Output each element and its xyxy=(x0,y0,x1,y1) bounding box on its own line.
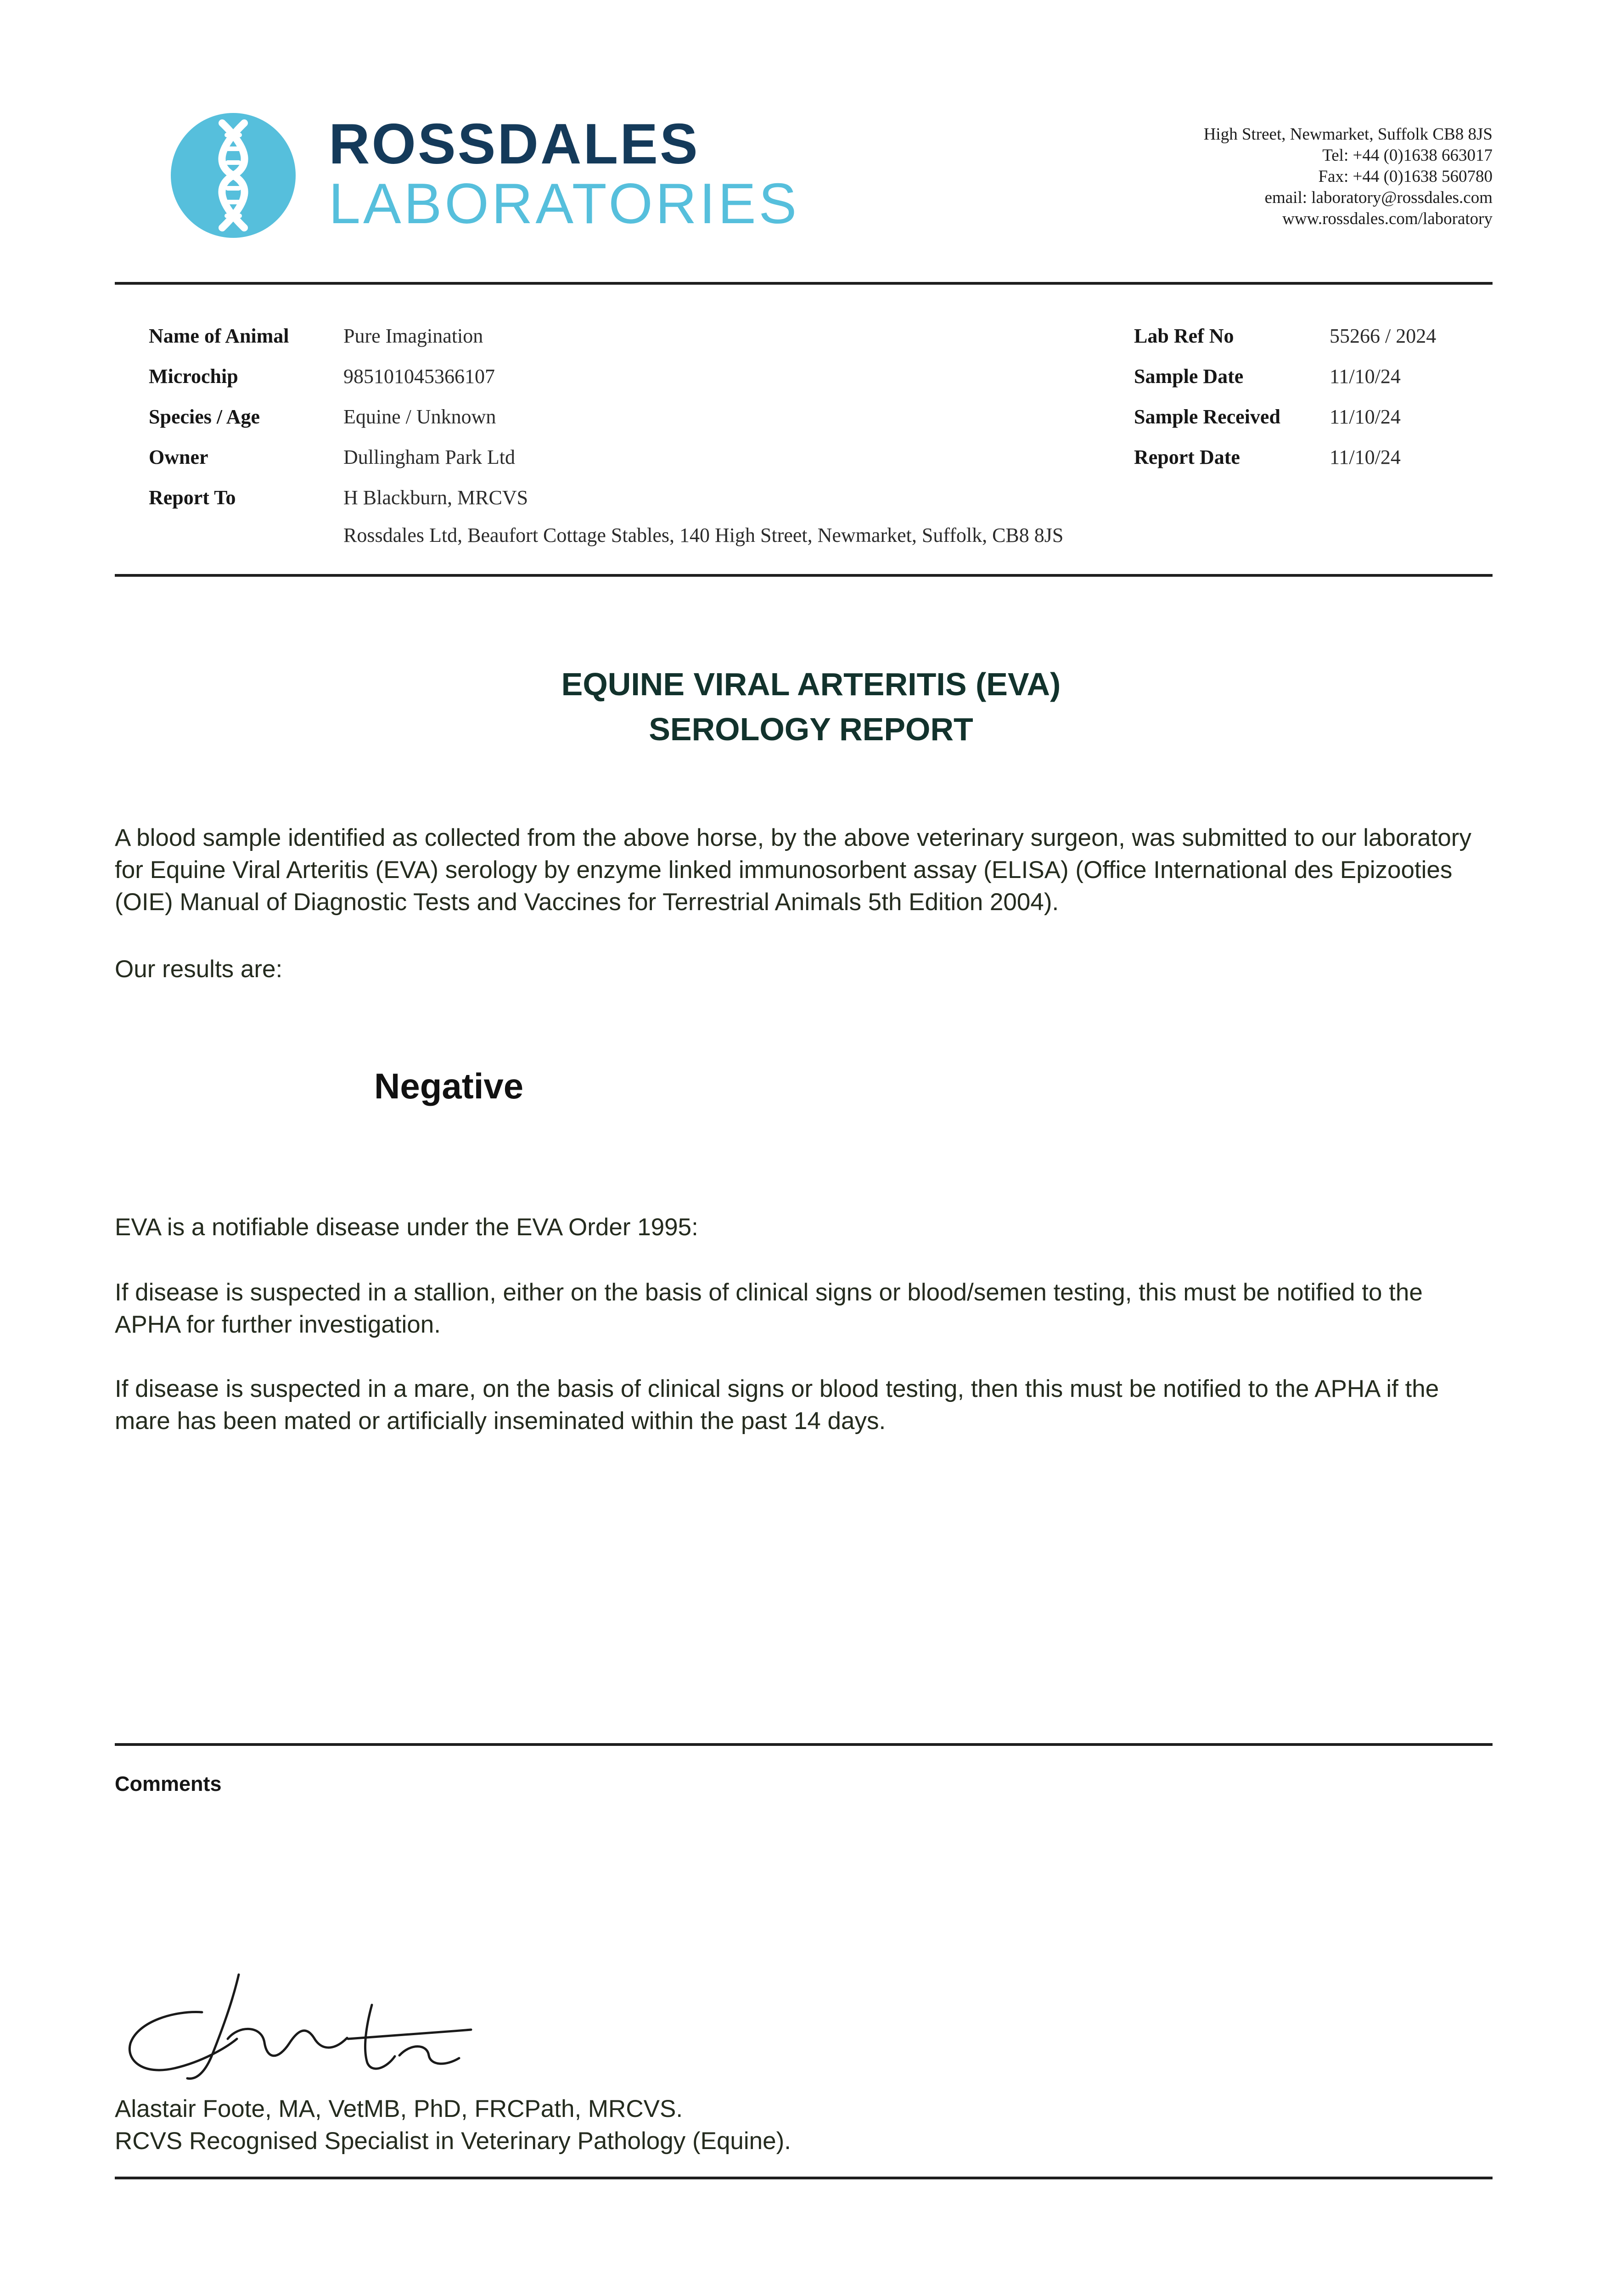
contact-address: High Street, Newmarket, Suffolk CB8 8JS xyxy=(1203,125,1493,144)
species-age-label: Species / Age xyxy=(149,405,260,428)
header-divider xyxy=(115,282,1493,285)
contact-email[interactable]: email: laboratory@rossdales.com xyxy=(1264,188,1493,207)
sample-received-value: 11/10/24 xyxy=(1330,405,1401,428)
comments-label: Comments xyxy=(115,1772,222,1795)
brand-name-line2: LABORATORIES xyxy=(329,172,800,236)
report-to-label: Report To xyxy=(149,486,236,509)
animal-name-label: Name of Animal xyxy=(149,325,289,347)
animal-name-value: Pure Imagination xyxy=(343,325,483,347)
results-lead: Our results are: xyxy=(115,956,283,983)
report-to-value: H Blackburn, MRCVS xyxy=(343,486,528,509)
result-value: Negative xyxy=(374,1066,524,1106)
notifiable-statement: EVA is a notifiable disease under the EVA Order 1995: xyxy=(115,1214,698,1241)
species-age-value: Equine / Unknown xyxy=(343,405,496,428)
contact-fax: Fax: +44 (0)1638 560780 xyxy=(1318,167,1493,186)
sample-received-label: Sample Received xyxy=(1134,405,1280,428)
intro-paragraph: A blood sample identified as collected from the above horse, by the above veterinary surgeon, was submitted to our laboratory for Equine Viral Arteritis (EVA) serology by enzyme linked immunosorbent assay (ELISA) (Office International des Epizooties (OIE) Manual of Diagnostic Tests and Vaccines for Terrestrial Animals 5th Edition 2004). xyxy=(115,824,1471,916)
microchip-value: 985101045366107 xyxy=(343,365,495,388)
lab-ref-value: 55266 / 2024 xyxy=(1330,325,1437,347)
brand-name-line1: ROSSDALES xyxy=(329,113,700,176)
contact-tel: Tel: +44 (0)1638 663017 xyxy=(1322,146,1493,165)
microchip-label: Microchip xyxy=(149,365,238,388)
owner-value: Dullingham Park Ltd xyxy=(343,446,515,468)
comments-divider xyxy=(115,1743,1493,1746)
owner-label: Owner xyxy=(149,446,208,468)
report-title-line1: EQUINE VIRAL ARTERITIS (EVA) xyxy=(561,666,1061,702)
lab-ref-label: Lab Ref No xyxy=(1134,325,1234,347)
contact-block xyxy=(1204,124,1493,230)
sample-date-value: 11/10/24 xyxy=(1330,365,1401,388)
signatory-name: Alastair Foote, MA, VetMB, PhD, FRCPath, MRCVS. xyxy=(115,2095,683,2122)
stallion-note: If disease is suspected in a stallion, either on the basis of clinical signs or blood/semen testing, this must be notified to the APHA for further investigation. xyxy=(115,1279,1423,1338)
footer-divider xyxy=(115,2177,1493,2179)
report-to-address: Rossdales Ltd, Beaufort Cottage Stables, 140 High Street, Newmarket, Suffolk, CB8 8JS xyxy=(343,524,1064,546)
mare-note: If disease is suspected in a mare, on the basis of clinical signs or blood testing, then this must be notified to the APHA if the mare has been mated or artificially inseminated within the past 14 days. xyxy=(115,1375,1439,1435)
details-divider xyxy=(115,574,1493,577)
report-title-line2: SEROLOGY REPORT xyxy=(649,711,973,747)
report-date-value: 11/10/24 xyxy=(1330,446,1401,468)
sample-date-label: Sample Date xyxy=(1134,365,1244,388)
dna-logo-icon xyxy=(171,113,296,238)
contact-website[interactable]: www.rossdales.com/laboratory xyxy=(1282,209,1493,228)
report-date-label: Report Date xyxy=(1134,446,1240,468)
signature-image xyxy=(124,1970,477,2089)
signatory-title: RCVS Recognised Specialist in Veterinary Pathology (Equine). xyxy=(115,2127,791,2155)
